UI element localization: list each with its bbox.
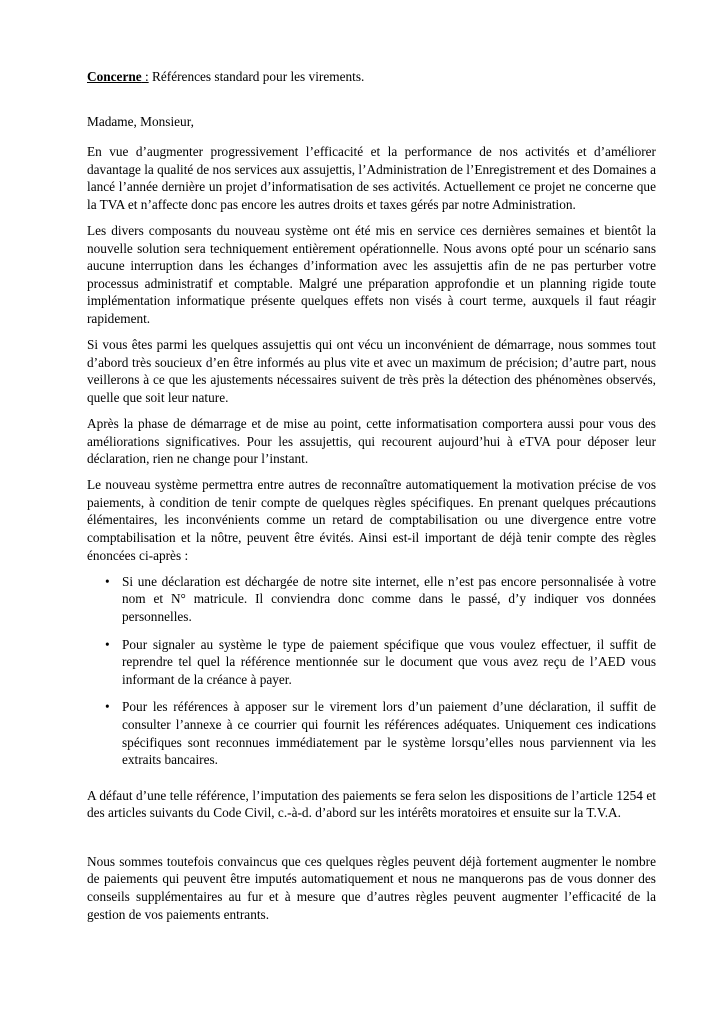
salutation: Madame, Monsieur,	[87, 113, 194, 129]
bullet-icon: •	[105, 636, 110, 652]
list-item-text: Si une déclaration est déchargée de notre site internet, elle n’est pas encore personnalisée à votre nom et N° matricule. Il conviendra donc comme dans le passé, d’y indiquer vos données personnelles.	[122, 573, 656, 624]
subject-line	[87, 68, 656, 86]
subject-text: Références standard pour les virements.	[148, 69, 365, 84]
paragraph-improvements: Après la phase de démarrage et de mise au point, cette informatisation comportera aussi pour vous des améliorations significatives. Pour les assujettis, qui recourent aujourd’hui à eTVA pour déposer leur déclaration, rien ne change pour l’instant.	[87, 416, 656, 467]
paragraph-startup-issues: Si vous êtes parmi les quelques assujettis qui ont vécu un inconvénient de démarrage, nous sommes tout d’abord très soucieux d’en être informés au plus vite et avec un maximum de précision; d’autre part, nous veillerons à ce que les ajustements nécessaires suivent de très près la détection des phénomènes observés, quelle que soit leur nature.	[87, 337, 656, 405]
bullet-icon: •	[105, 699, 110, 715]
paragraph-default-imputation: A défaut d’une telle référence, l’imputation des paiements se fera selon les dispositions de l’article 1254 et des articles suivants du Code Civil, c.-à-d. d’abord sur les intérêts moratoires et ensuite sur la T.V.A.	[87, 787, 656, 821]
list-item	[87, 698, 656, 768]
bullet-icon: •	[105, 573, 110, 589]
subject-label: Concerne	[87, 69, 142, 84]
rules-list	[87, 573, 656, 769]
list-item-text: Pour signaler au système le type de paiement spécifique que vous voulez effectuer, il suffit de reprendre tel quel la référence mentionnée sur le document que vous avez reçu de l’AED vous informant de la créance à payer.	[122, 636, 656, 687]
paragraph-rules-intro: Le nouveau système permettra entre autres de reconnaître automatiquement la motivation précise de vos paiements, à condition de tenir compte de quelques règles spécifiques. En prenant quelques précautions élémentaires, les inconvénients comme un retard de comptabilisation ou une divergence entre votre comptabilisation et la nôtre, peuvent être évités. Ainsi est-il important de déjà tenir compte des règles énoncées ci-après :	[87, 477, 656, 563]
list-item-text: Pour les références à apposer sur le virement lors d’un paiement d’une déclaration, il suffit de consulter l’annexe à ce courrier qui fournit les références adéquates. Uniquement ces indications spécifiques sont reconnues immédiatement par le système lorsqu’elles nous parviennent via les extraits bancaires.	[122, 699, 656, 768]
paragraph-intro: En vue d’augmenter progressivement l’efficacité et la performance de nos activités et d’améliorer davantage la qualité de nos services aux assujettis, l’Administration de l’Enregistrement et des Domaines a lancé l’année dernière un projet d’informatisation de ses activités. Actuellement ce projet ne concerne que la TVA et n’affecte donc pas encore les autres droits et taxes gérés par notre Administration.	[87, 144, 657, 212]
paragraph-conclusion: Nous sommes toutefois convaincus que ces quelques règles peuvent déjà fortement augmenter le nombre de paiements qui peuvent être imputés automatiquement et nous ne manquerons pas de vous donner des conseils supplémentaires au fur et à mesure que d’autres règles peuvent augmenter l’efficacité de la gestion de vos paiements entrants.	[87, 853, 656, 922]
subject-separator: :	[141, 69, 149, 84]
list-item	[87, 636, 656, 689]
paragraph-system-components: Les divers composants du nouveau système ont été mis en service ces dernières semaines et bientôt la nouvelle solution sera techniquement entièrement opérationnelle. Nous avons opté pour un scénario sans aucune interruption dans les échanges d’information avec les assujettis afin de ne pas perturber votre processus administratif et comptable. Malgré une préparation approfondie et un planning rigide toute implémentation informatique présente quelques effets non visés à court terme, auxquels il faut réagir rapidement.	[87, 223, 656, 327]
letter-page	[87, 68, 656, 932]
list-item	[87, 573, 656, 626]
